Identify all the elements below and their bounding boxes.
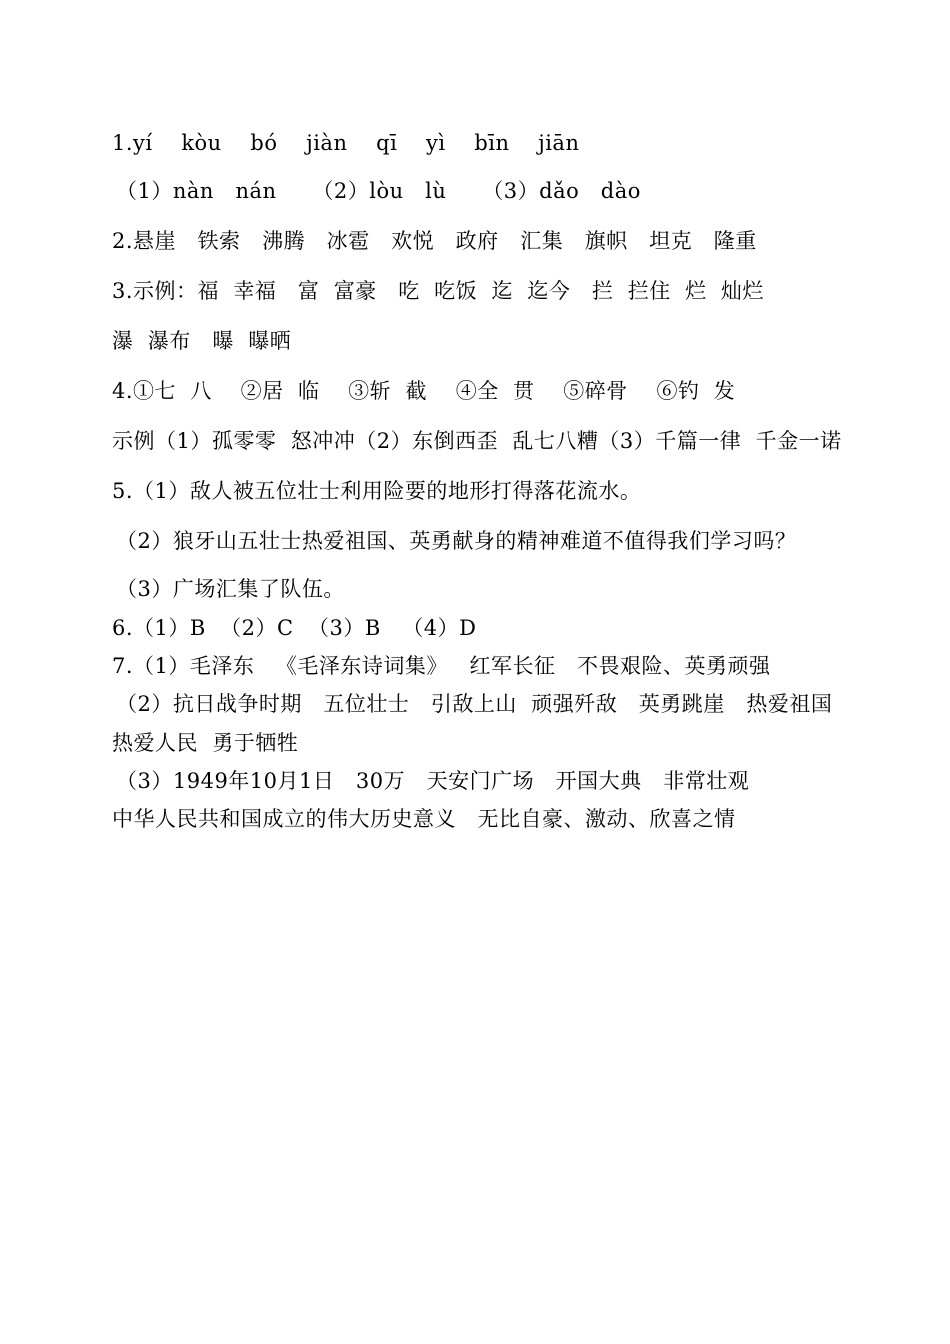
- answer-3-continued: 瀑 瀑布 曝 曝晒: [112, 329, 292, 353]
- answer-4: 4.①七 八 ②居 临 ③斩 截 ④全 贯 ⑤碎骨 ⑥钓 发: [112, 379, 736, 403]
- answer-7-item-3: （3）1949年10月1日 30万 天安门广场 开国大典 非常壮观: [116, 769, 750, 793]
- answer-7-item-2-continued: 热爱人民 勇于牺牲: [112, 731, 299, 755]
- answer-5-item-1: 5.（1）敌人被五位壮士利用险要的地形打得落花流水。: [112, 479, 642, 503]
- answer-5-item-2: （2）狼牙山五壮士热爱祖国、英勇献身的精神难道不值得我们学习吗？: [116, 529, 797, 553]
- answer-7-item-3-continued: 中华人民共和国成立的伟大历史意义 无比自豪、激动、欣喜之情: [112, 807, 736, 831]
- answer-2: 2.悬崖 铁索 沸腾 冰雹 欢悦 政府 汇集 旗帜 坦克 隆重: [112, 229, 757, 253]
- answer-7-item-2: （2）抗日战争时期 五位壮士 引敌上山 顽强歼敌 英勇跳崖 热爱祖国: [116, 692, 833, 716]
- answer-3: 3.示例：福 幸福 富 富豪 吃 吃饭 迄 迄今 拦 拦住 烂 灿烂: [112, 279, 764, 303]
- answer-6: 6.（1）B （2）C （3）B （4）D: [112, 616, 477, 640]
- answer-5-item-3: （3）广场汇集了队伍。: [116, 577, 345, 601]
- answer-1-pinyin: 1.yí kòu bó jiàn qī yì bīn jiān: [112, 131, 580, 155]
- answer-4-examples: 示例（1）孤零零 怒冲冲（2）东倒西歪 乱七八糟（3）千篇一律 千金一诺: [112, 429, 842, 453]
- answer-1-subitems: （1）nàn nán （2）lòu lù （3）dǎo dào: [116, 179, 641, 203]
- answer-7-item-1: 7.（1）毛泽东 《毛泽东诗词集》 红军长征 不畏艰险、英勇顽强: [112, 654, 771, 678]
